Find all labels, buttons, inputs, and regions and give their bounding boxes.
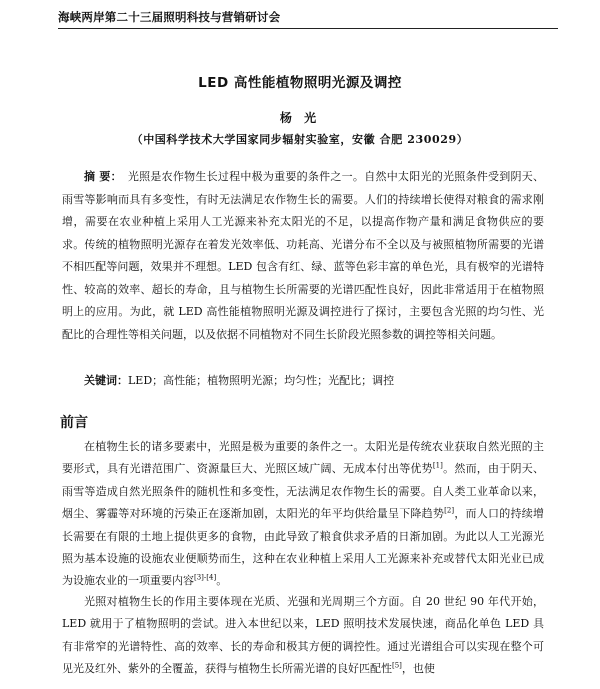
citation-ref: [2]	[444, 506, 455, 515]
citation-ref: [1]	[432, 461, 443, 470]
keywords	[84, 371, 554, 391]
running-header: 海峡两岸第二十三届照明科技与营销研讨会	[58, 10, 281, 24]
author-affiliation: （中国科学技术大学国家同步辐射实验室，安徽 合肥 230029）	[131, 133, 469, 146]
para2-text-b: ，也使	[401, 662, 435, 676]
header-rule	[58, 28, 558, 29]
para1-text-c: ，而人口的持续增长需要在有限的土地上提供更多的食物，由此导致了粮食供求矛盾的日渐加剧。为此以人工光源光照为基本设施的设施农业便顺势而生，这种在农业种植上采用人工光源来补充或替代太阳光业已成为设施农业的一项重要内容	[62, 507, 544, 588]
paper-title: LED 高性能植物照明光源及调控	[198, 75, 402, 91]
para1-text-b: 。然而，由于阴天、雨雪等造成自然光照条件的随机性和多变性，无法满足农作物生长的需要。自人类工业革命以来，烟尘、雾霾等对环境的污染正在逐渐加剧，太阳光的年平均供给量呈下降趋势	[62, 462, 545, 521]
keywords-text: LED；高性能；植物照明光源；均匀性；光配比；调控	[128, 374, 395, 387]
abstract	[62, 166, 544, 346]
body-paragraph-1	[62, 436, 544, 593]
abstract-label: 摘 要：	[84, 170, 122, 183]
keywords-label: 关键词：	[84, 374, 128, 387]
author-name: 杨 光	[279, 111, 321, 125]
para2-text-a: 光照对植物生长的作用主要体现在光质、光强和光周期三个方面。自 20 世纪 90 年代开始，LED 就用于了植物照明的尝试。进入本世纪以来，LED 照明技术发展快速，商品化单色 LED 具有非常窄的光谱特性、高的效率、长的寿命和极其方便的调控性。通过光谱组合可以实现在整个可见光及红外、紫外的全覆盖，获得与植物生长所需光谱的良好匹配性	[62, 595, 544, 676]
abstract-text: 光照是农作物生长过程中极为重要的条件之一。自然中太阳光的光照条件受到阴天、雨雪等影响而具有多变性，有时无法满足农作物生长的需要。人们的持续增长使得对粮食的需求刚增，需要在农业种植上采用人工光源来补充太阳光的不足，以提高作物产量和满足食物供应的要求。传统的植物照明光源存在着发光效率低、功耗高、光谱分布不全以及与被照植物所需要的光谱不相匹配等问题，效果并不理想。LED 包含有红、绿、蓝等色彩丰富的单色光，具有极窄的光谱特性、较高的效率、超长的寿命，且与植物生长所需要的光谱匹配性良好，因此非常适用于在植物照明上的应用。为此，就 LED 高性能植物照明光源及调控进行了探讨，主要包含光照的均匀性、光配比的合理性等相关问题，以及依据不同植物对不同生长阶段光照参数的调控等相关问题。	[62, 170, 544, 341]
para1-text-a: 在植物生长的诸多要素中，光照是极为重要的条件之一。太阳光是传统农业获取自然光照的主要形式，具有光谱范围广、资源量巨大、光照区域广阔、无成本付出等优势	[62, 440, 544, 476]
section-title-introduction: 前言	[60, 415, 88, 431]
para1-text-d: 。	[216, 574, 228, 588]
citation-ref: [5]	[392, 661, 402, 670]
body-paragraph-2	[62, 591, 544, 681]
citation-ref: [3]-[4]	[194, 573, 217, 582]
